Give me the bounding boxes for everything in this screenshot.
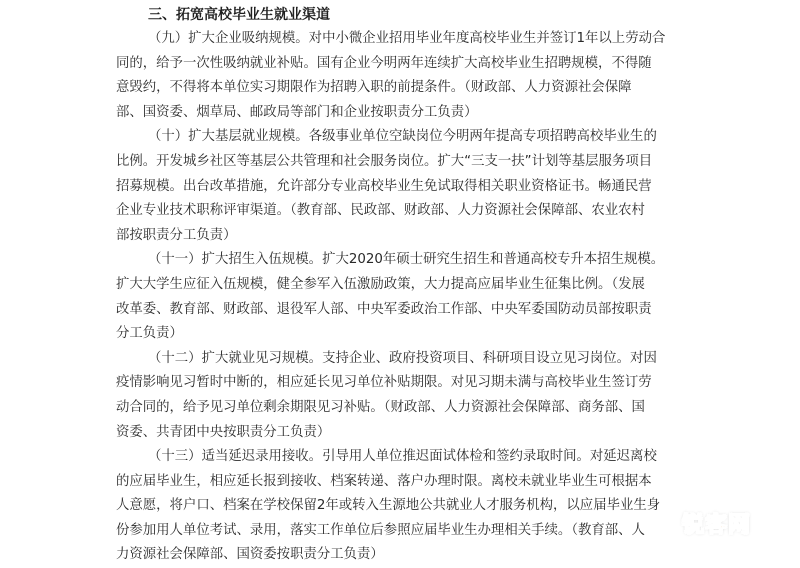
section-heading: 三、拓宽高校毕业生就业渠道	[148, 7, 330, 23]
paragraph-line: （十一）扩大招生入伍规模。扩大2020年硕士研究生招生和普通高校专升本招生规模。	[148, 252, 665, 268]
paragraph-10	[116, 125, 688, 248]
paragraph-line: 分工负责）	[116, 326, 183, 342]
document-page	[116, 3, 688, 568]
paragraph-line: 部、国资委、烟草局、邮政局等部门和企业按职责分工负责）	[116, 104, 478, 120]
paragraph-line: 疫情影响见习暂时中断的，相应延长见习单位补贴期限。对见习期未满与高校毕业生签订劳	[116, 375, 652, 391]
paragraph-line: 人意愿，将户口、档案在学校保留2年或转入生源地公共就业人才服务机构，以应届毕业生身	[116, 498, 661, 514]
paragraph-line: 同的，给予一次性吸纳就业补贴。国有企业今明两年连续扩大高校毕业生招聘规模，不得随	[116, 55, 652, 71]
paragraph-line: 的应届毕业生，相应延长报到接收、档案转递、落户办理时限。离校未就业毕业生可根据本	[116, 473, 652, 489]
paragraph-line: 力资源社会保障部、国资委按职责分工负责）	[116, 547, 384, 563]
paragraph-line: 动合同的，给予见习单位剩余期限见习补贴。（财政部、人力资源社会保障部、商务部、国	[116, 399, 645, 415]
paragraph-line: （九）扩大企业吸纳规模。对中小微企业招用毕业年度高校毕业生并签订1年以上劳动合	[148, 31, 666, 46]
paragraph-line: 份参加用人单位考试、录用，落实工作单位后参照应届毕业生办理相关手续。（教育部、人	[116, 522, 645, 538]
paragraph-line: 意毁约，不得将本单位实习期限作为招聘入职的前提条件。（财政部、人力资源社会保障	[116, 80, 632, 96]
paragraph-line: 扩大大学生应征入伍规模，健全参军入伍激励政策，大力提高应届毕业生征集比例。（发展	[116, 276, 645, 292]
site-watermark-logo: 锐客网	[682, 513, 752, 538]
paragraph-line: 企业专业技术职称评审渠道。（教育部、民政部、财政部、人力资源社会保障部、农业农村	[116, 203, 645, 219]
paragraph-line: 改革委、教育部、财政部、退役军人部、中央军委政治工作部、中央军委国防动员部按职责	[116, 301, 652, 317]
paragraph-12	[116, 347, 688, 445]
paragraph-line: （十）扩大基层就业规模。各级事业单位空缺岗位今明两年提高专项招聘高校毕业生的	[148, 129, 657, 145]
paragraph-line: 比例。开发城乡社区等基层公共管理和社会服务岗位。扩大“三支一扶”计划等基层服务项目	[116, 153, 653, 169]
paragraph-11	[116, 248, 688, 346]
paragraph-line: （十二）扩大就业见习规模。支持企业、政府投资项目、科研项目设立见习岗位。对因	[148, 350, 657, 366]
paragraph-line: 资委、共青团中央按职责分工负责）	[116, 424, 331, 440]
paragraph-line: 招募规模。出台改革措施，允许部分专业高校毕业生免试取得相关职业资格证书。畅通民营	[116, 178, 652, 194]
paragraph-line: 部按职责分工负责）	[116, 227, 237, 243]
paragraph-line: （十三）适当延迟录用接收。引导用人单位推迟面试体检和签约录取时间。对延迟离校	[148, 449, 657, 465]
paragraph-9	[116, 27, 688, 125]
